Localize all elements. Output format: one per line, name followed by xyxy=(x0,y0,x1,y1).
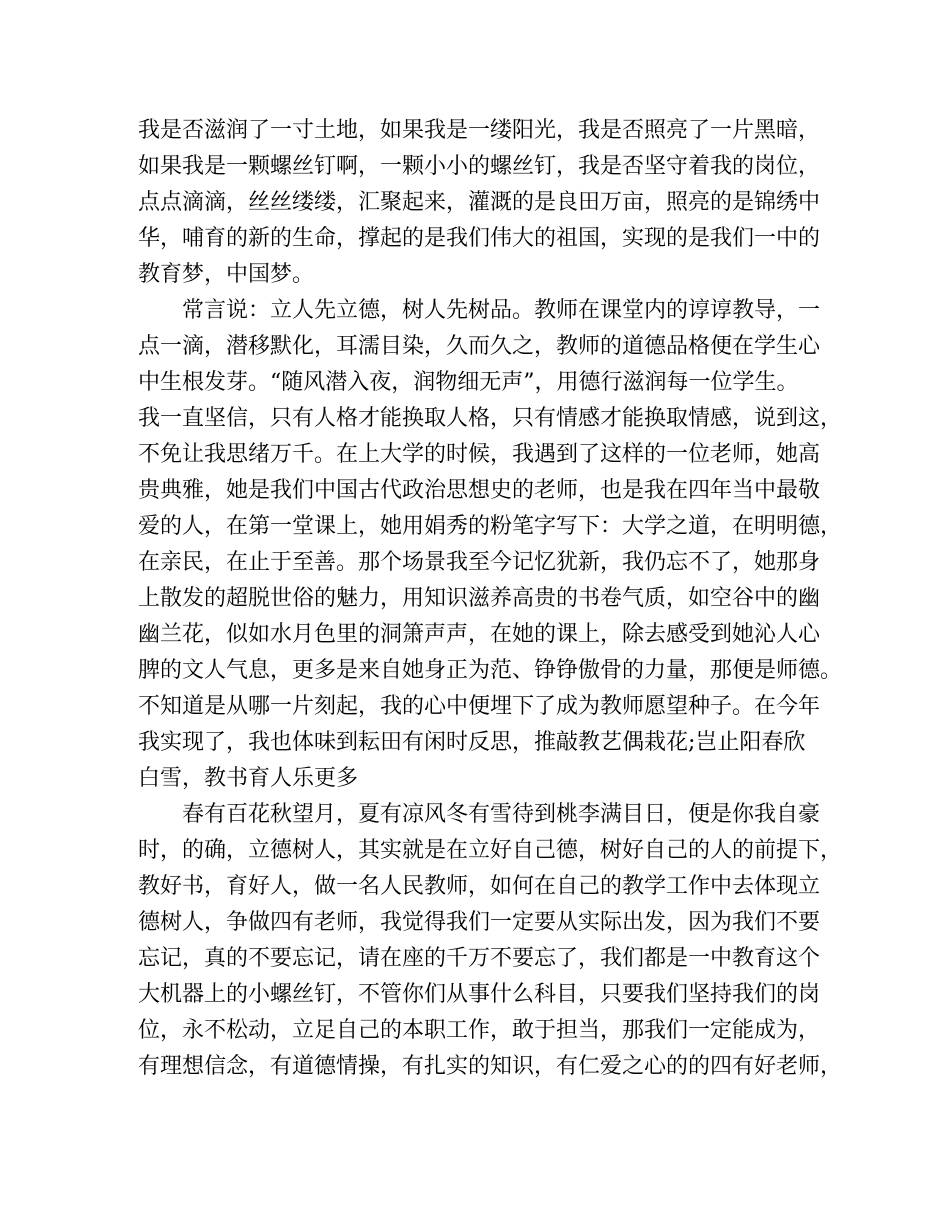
text-line: 华，哺育的新的生命，撑起的是我们伟大的祖国，实现的是我们一中的 xyxy=(138,226,821,251)
text-line: 我是否滋润了一寸土地，如果我是一缕阳光，我是否照亮了一片黑暗， xyxy=(138,118,821,143)
text-line: 位，永不松动，立足自己的本职工作，敢于担当，那我们一定能成为， xyxy=(138,1018,821,1043)
text-line: 有理想信念，有道德情操，有扎实的知识，有仁爱之心的的四有好老师， xyxy=(138,1054,843,1079)
text-line: 幽兰花，似如水月色里的洞箫声声，在她的课上，除去感受到她沁人心 xyxy=(138,622,821,647)
text-line: 点一滴，潜移默化，耳濡目染，久而久之，教师的道德品格便在学生心 xyxy=(138,334,821,359)
text-line: 教好书，育好人，做一名人民教师，如何在自己的教学工作中去体现立 xyxy=(138,874,821,899)
text-line: 教育梦，中国梦。 xyxy=(138,262,315,287)
text-line: 春有百花秋望月，夏有凉风冬有雪待到桃李满目日，便是你我自豪 xyxy=(138,802,821,827)
text-line: 爱的人，在第一堂课上，她用娟秀的粉笔字写下：大学之道，在明明德， xyxy=(138,514,843,539)
text-line: 常言说：立人先立德，树人先树品。教师在课堂内的谆谆教导，一 xyxy=(138,298,821,323)
text-line: 白雪，教书育人乐更多 xyxy=(138,766,359,791)
text-line: 不免让我思绪万千。在上大学的时候，我遇到了这样的一位老师，她高 xyxy=(138,442,821,467)
text-line: 如果我是一颗螺丝钉啊，一颗小小的螺丝钉，我是否坚守着我的岗位， xyxy=(138,154,821,179)
text-line: 不知道是从哪一片刻起，我的心中便埋下了成为教师愿望种子。在今年 xyxy=(138,694,821,719)
text-line: 我实现了，我也体味到耘田有闲时反思，推敲教艺偶栽花;岂止阳春欣 xyxy=(138,730,806,755)
text-line: 在亲民，在止于至善。那个场景我至今记忆犹新，我仍忘不了，她那身 xyxy=(138,550,821,575)
text-line: 忘记，真的不要忘记，请在座的千万不要忘了，我们都是一中教育这个 xyxy=(138,946,821,971)
text-line: 上散发的超脱世俗的魅力，用知识滋养高贵的书卷气质，如空谷中的幽 xyxy=(138,586,821,611)
text-line: 贵典雅，她是我们中国古代政治思想史的老师，也是我在四年当中最敬 xyxy=(138,478,821,503)
text-line: 中生根发芽。“随风潜入夜，润物细无声”，用德行滋润每一位学生。 xyxy=(138,370,799,395)
text-line: 脾的文人气息，更多是来自她身正为范、铮铮傲骨的力量，那便是师德。 xyxy=(138,658,843,683)
text-line: 大机器上的小螺丝钉，不管你们从事什么科目，只要我们坚持我们的岗 xyxy=(138,982,821,1007)
text-line: 我一直坚信，只有人格才能换取人格，只有情感才能换取情感，说到这， xyxy=(138,406,843,431)
text-line: 时，的确，立德树人，其实就是在立好自己德，树好自己的人的前提下， xyxy=(138,838,843,863)
text-line: 点点滴滴，丝丝缕缕，汇聚起来，灌溉的是良田万亩，照亮的是锦绣中 xyxy=(138,190,821,215)
text-line: 德树人，争做四有老师，我觉得我们一定要从实际出发，因为我们不要 xyxy=(138,910,821,935)
